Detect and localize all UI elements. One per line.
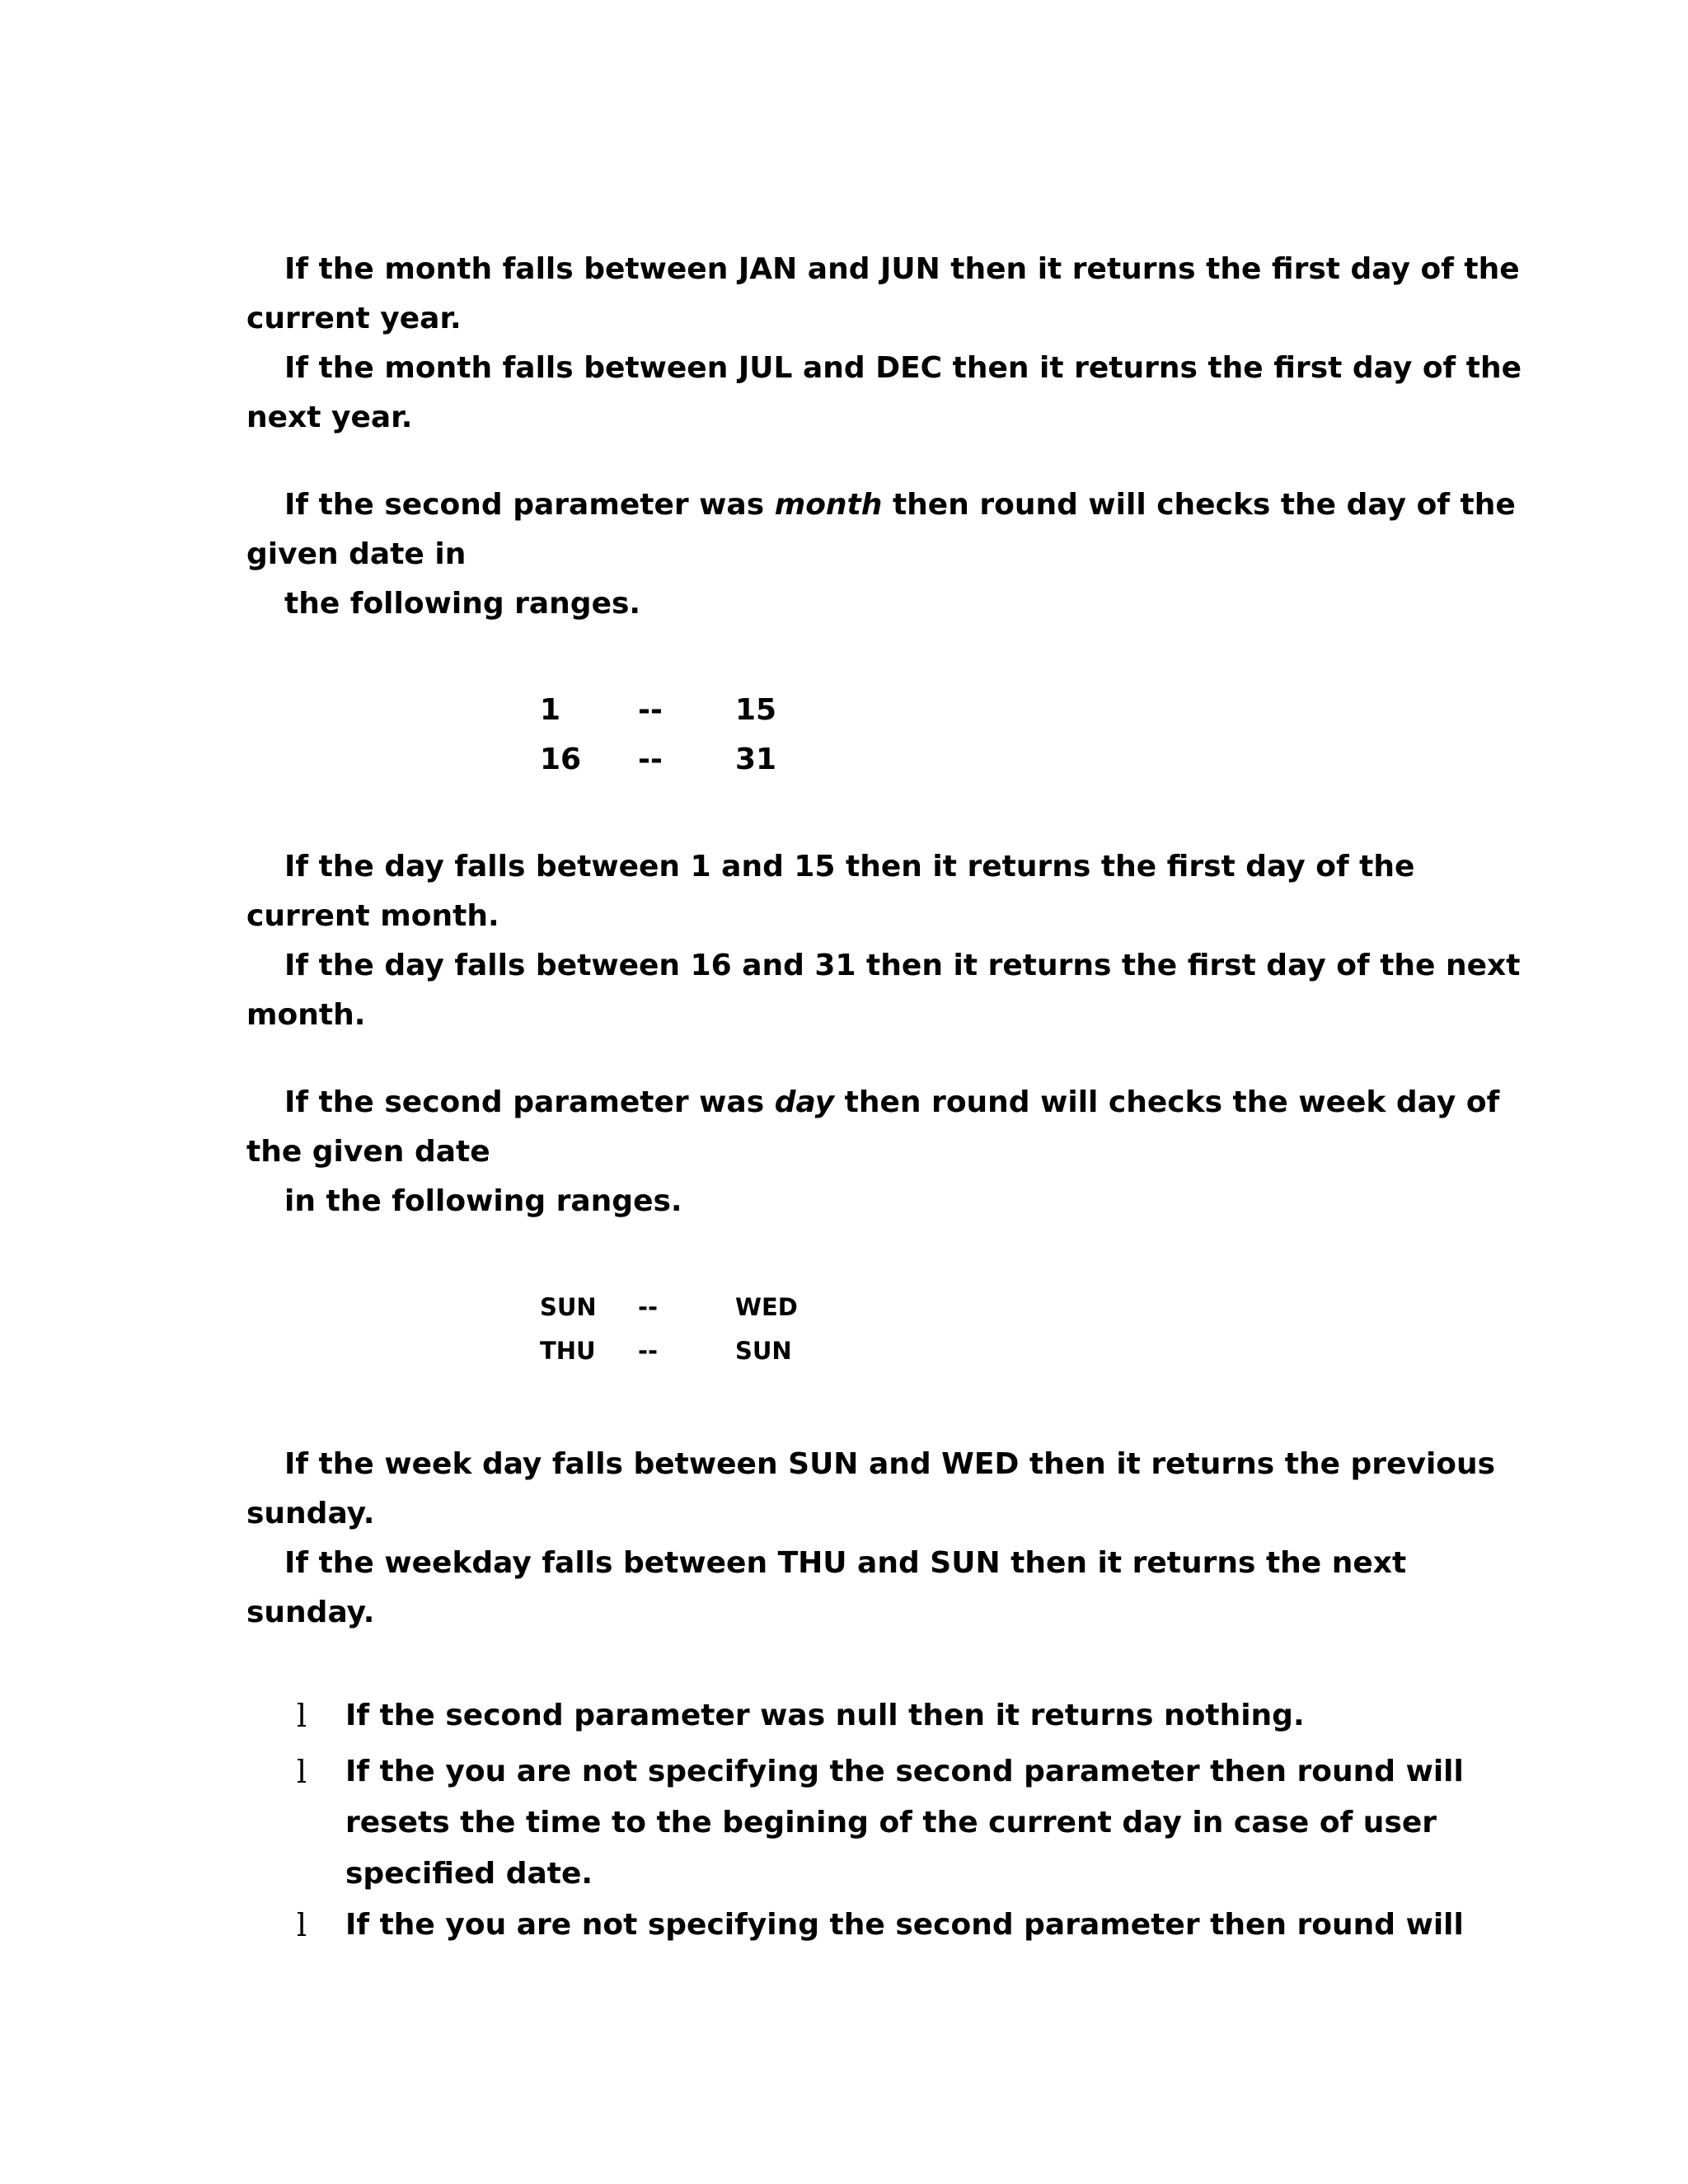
paragraph-line: If the month falls between JUL and DEC then it returns the first day of the xyxy=(284,351,1522,385)
text-run: then round will checks the week day of xyxy=(834,1085,1500,1119)
paragraph-line: If the weekday falls between THU and SUN then it returns the next xyxy=(284,1546,1407,1580)
paragraph-line: given date in xyxy=(246,537,467,571)
paragraph-line: If the week day falls between SUN and WED then it returns the previous xyxy=(284,1447,1496,1481)
paragraph-line: in the following ranges. xyxy=(284,1184,682,1218)
paragraph-line: the following ranges. xyxy=(284,587,641,621)
paragraph-line: current year. xyxy=(246,302,462,335)
range-from: THU xyxy=(540,1337,596,1365)
paragraph-line: If the month falls between JAN and JUN then it returns the first day of the xyxy=(284,252,1520,286)
range-to: SUN xyxy=(735,1337,792,1365)
paragraph-line: sunday. xyxy=(246,1596,375,1629)
paragraph-line: month. xyxy=(246,998,366,1032)
range-to: 31 xyxy=(735,743,777,776)
text-run: If the second parameter was xyxy=(284,488,775,522)
list-item: If the you are not specifying the second parameter then round will xyxy=(345,1755,1464,1788)
text-run: If the second parameter was xyxy=(284,1085,775,1119)
range-to: 15 xyxy=(735,693,777,727)
paragraph-line: If the day falls between 1 and 15 then it returns the first day of the xyxy=(284,850,1415,883)
range-to: WED xyxy=(735,1293,798,1321)
bullet-marker: l xyxy=(297,1698,307,1734)
range-separator: -- xyxy=(638,1337,659,1365)
paragraph-line: If the day falls between 16 and 31 then it returns the first day of the next xyxy=(284,949,1521,982)
bullet-marker: l xyxy=(297,1754,307,1790)
list-item: If the second parameter was null then it returns nothing. xyxy=(345,1699,1305,1732)
range-separator: -- xyxy=(638,693,663,727)
italic-keyword: day xyxy=(774,1085,835,1119)
paragraph-line xyxy=(284,487,1516,523)
range-from: 16 xyxy=(540,743,582,776)
paragraph-line: the given date xyxy=(246,1135,490,1169)
text-run: then round will checks the day of the xyxy=(882,488,1516,522)
paragraph-line: current month. xyxy=(246,899,499,933)
list-item-continuation: resets the time to the begining of the current day in case of user xyxy=(345,1806,1437,1840)
range-separator: -- xyxy=(638,1293,659,1321)
list-item: If the you are not specifying the second parameter then round will xyxy=(345,1908,1464,1942)
range-separator: -- xyxy=(638,743,663,776)
paragraph-line xyxy=(284,1085,1499,1121)
list-item-continuation: specified date. xyxy=(345,1857,593,1891)
paragraph-line: next year. xyxy=(246,401,413,434)
range-from: SUN xyxy=(540,1293,597,1321)
italic-keyword: month xyxy=(774,488,883,522)
paragraph-line: sunday. xyxy=(246,1497,375,1530)
bullet-marker: l xyxy=(297,1907,307,1943)
range-from: 1 xyxy=(540,693,561,727)
